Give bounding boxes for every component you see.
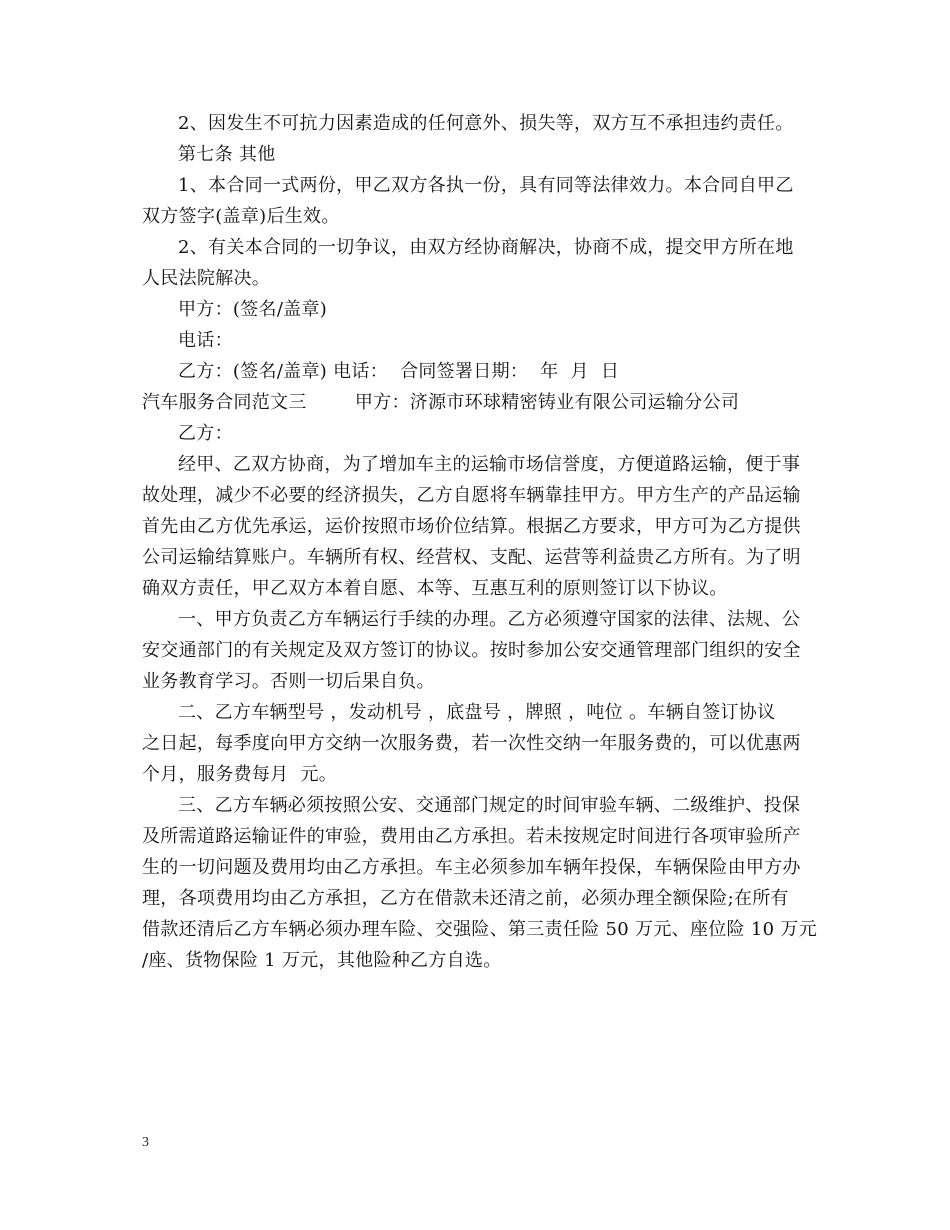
paragraph-line: 2、因发生不可抗力因素造成的任何意外、损失等，双方互不承担违约责任。 [178,113,794,134]
section-heading: 第七条 其他 [178,144,276,165]
paragraph-line: 确双方责任，甲乙双方本着自愿、本等、互惠互利的原则签订以下协议。 [142,578,728,599]
page-number: 3 [142,1135,149,1150]
paragraph-line: 业务教育学习。否则一切后果自负。 [142,671,435,692]
paragraph-line: 个月，服务费每月 元。 [142,764,338,785]
paragraph-line: 1、本合同一式两份，甲乙双方各执一份，具有同等法律效力。本合同自甲乙 [178,175,794,196]
party-b-label: 乙方： [178,423,233,444]
paragraph-line: 公司运输结算账户。车辆所有权、经营权、支配、运营等利益贵乙方所有。为了明 [142,547,801,568]
paragraph-line: 三、乙方车辆必须按照公安、交通部门规定的时间审验车辆、二级维护、投保 [178,795,801,816]
paragraph-line: /座、货物保险 1 万元，其他险种乙方自选。 [142,950,502,971]
paragraph-line: 经甲、乙双方协商，为了增加车主的运输市场信誉度，方便道路运输，便于事 [178,454,801,475]
paragraph-line: 2、有关本合同的一切争议，由双方经协商解决，协商不成，提交甲方所在地 [178,237,794,258]
paragraph-line: 安交通部门的有关规定及双方签订的协议。按时参加公安交通管理部门组织的安全 [142,640,801,661]
document-body [142,108,817,976]
paragraph-line: 生的一切问题及费用均由乙方承担。车主必须参加车辆年投保，车辆保险由甲方办 [142,857,801,878]
paragraph-line: 人民法院解决。 [142,268,271,289]
paragraph-line: 双方签字(盖章)后生效。 [142,206,340,227]
party-b-signature: 乙方：(签名/盖章) 电话： 合同签署日期： 年 月 日 [178,361,620,382]
party-a-signature: 甲方：(签名/盖章) [178,299,328,320]
paragraph-line: 理，各项费用均由乙方承担，乙方在借款未还清之前，必须办理全额保险;在所有 [142,888,789,909]
paragraph-line: 二、乙方车辆型号 ，发动机号 ，底盘号 ，牌照 ，吨位 。车辆自签订协议 [178,702,776,723]
contract-title-line: 汽车服务合同范文三 甲方：济源市环球精密铸业有限公司运输分公司 [142,392,740,413]
paragraph-line: 借款还清后乙方车辆必须办理车险、交强险、第三责任险 50 万元、座位险 10 万元 [142,919,817,940]
phone-label: 电话： [178,330,233,351]
paragraph-line: 一、甲方负责乙方车辆运行手续的办理。乙方必须遵守国家的法律、法规、公 [178,609,801,630]
paragraph-line: 及所需道路运输证件的审验，费用由乙方承担。若未按规定时间进行各项审验所产 [142,826,801,847]
paragraph-line: 故处理，减少不必要的经济损失，乙方自愿将车辆靠挂甲方。甲方生产的产品运输 [142,485,801,506]
paragraph-line: 首先由乙方优先承运，运价按照市场价位结算。根据乙方要求，甲方可为乙方提供 [142,516,801,537]
paragraph-line: 之日起，每季度向甲方交纳一次服务费，若一次性交纳一年服务费的，可以优惠两 [142,733,801,754]
